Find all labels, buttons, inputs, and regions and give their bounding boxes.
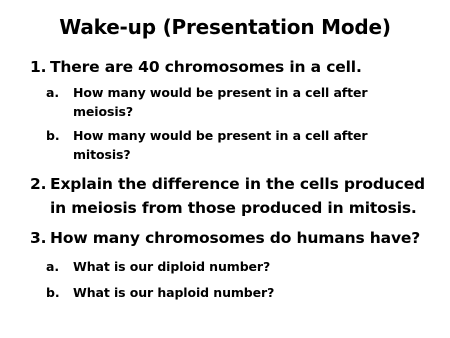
question-1a-line-1: How many would be present in a cell after [73,85,368,100]
question-3b-text: What is our haploid number? [73,285,275,300]
question-1b-line-2: mitosis? [73,147,131,162]
question-3a-text: What is our diploid number? [73,259,271,274]
question-3b-letter: b. [46,285,60,300]
question-2-line-2: in meiosis from those produced in mitosis. [50,199,417,217]
question-3-text: How many chromosomes do humans have? [50,229,421,247]
slide-title: Wake-up (Presentation Mode) [59,15,391,39]
question-2-number: 2. [30,175,47,193]
question-1a-line-2: meiosis? [73,104,133,119]
question-1-number: 1. [30,58,47,76]
question-1b-letter: b. [46,128,60,143]
question-3a-letter: a. [46,259,59,274]
question-3-number: 3. [30,229,47,247]
question-2-line-1: Explain the difference in the cells produced [50,175,426,193]
question-1a-letter: a. [46,85,59,100]
question-1b-line-1: How many would be present in a cell after [73,128,368,143]
question-1-text: There are 40 chromosomes in a cell. [50,58,362,76]
